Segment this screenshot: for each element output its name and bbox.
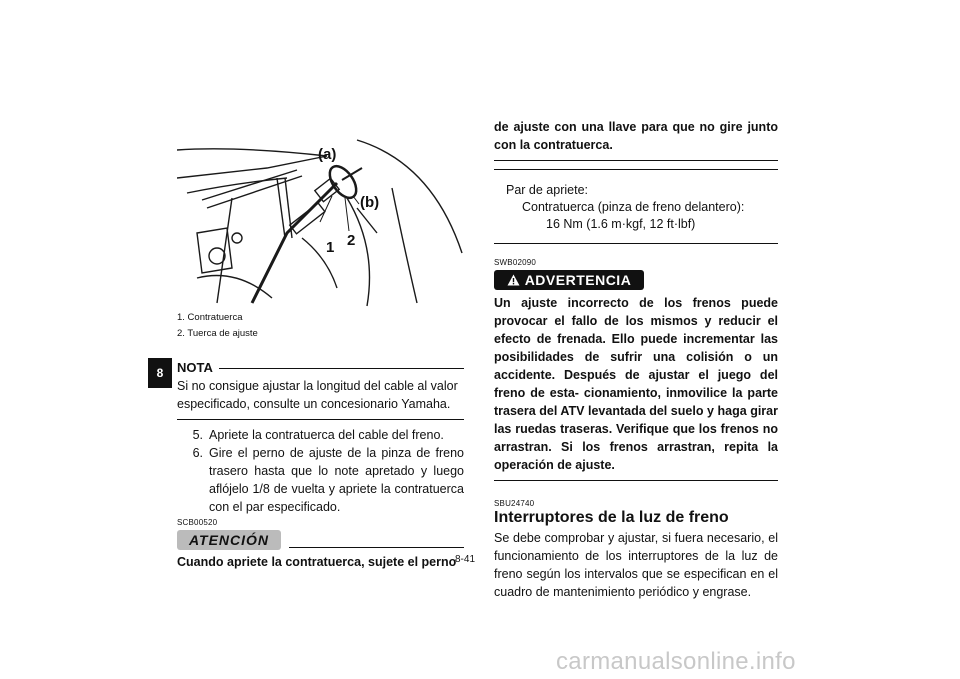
- caption-item: 2. Tuerca de ajuste: [177, 328, 258, 339]
- warning-text: Un ajuste incorrecto de los frenos puede provocar el fallo de los mismos y reducir el efecto de frenada. Ello puede incrementar las posibilidades de sufrir una colisión o un accidente. Después de ajustar el juego del freno de esta- cionamiento, inmovilice la parte trasera del ATV levantada del suelo y haga girar las ruedas traseras. Verifique que los frenos no arrastran. Si los frenos arrastran, repita la operación de ajuste.: [494, 296, 778, 472]
- torque-value: 16 Nm (1.6 m·kgf, 12 ft·lbf): [546, 217, 696, 231]
- list-item: [177, 426, 464, 444]
- figure-label-1: 1: [326, 239, 335, 256]
- nota-bottom-rule: [177, 419, 464, 420]
- section-code: SBU24740: [494, 499, 535, 508]
- nota-rule: [219, 368, 464, 369]
- atencion-header: [177, 530, 464, 550]
- atencion-badge: ATENCIÓN: [177, 530, 281, 550]
- watermark: carmanualsonline.info: [556, 648, 796, 675]
- nota-text: Si no consigue ajustar la longitud del cable al valor especificado, consulte un concesionario Yamaha.: [177, 379, 458, 411]
- step-number: 5.: [192, 428, 203, 442]
- atencion-rule: [289, 547, 464, 548]
- atencion-text-start: Cuando apriete la contratuerca, sujete el perno: [177, 555, 457, 569]
- step-list: [177, 426, 464, 516]
- nota-header: [177, 360, 464, 375]
- figure-captions: [177, 310, 258, 342]
- page-number: 8-41: [455, 554, 476, 565]
- left-column: [177, 360, 464, 571]
- warning-header: [494, 270, 778, 290]
- nota-title: NOTA: [177, 360, 213, 375]
- chapter-tab: 8: [148, 358, 172, 388]
- right-column: [494, 118, 778, 601]
- warning-bottom-rule: [494, 480, 778, 481]
- warning-code: SWB02090: [494, 258, 537, 267]
- torque-item: Contratuerca (pinza de freno delantero):: [522, 200, 745, 214]
- atencion-code: SCB00520: [177, 518, 218, 527]
- step-number: 6.: [192, 446, 203, 460]
- brake-cable-figure: [177, 138, 464, 308]
- atencion-bottom-rule: [494, 160, 778, 161]
- atencion-text-end: de ajuste con una llave para que no gire junto con la contratuerca.: [494, 120, 778, 152]
- warning-triangle-icon: [507, 274, 520, 286]
- section-title: Interruptores de la luz de freno: [494, 509, 729, 526]
- figure-label-2: 2: [347, 232, 356, 249]
- caption-item: 1. Contratuerca: [177, 312, 243, 323]
- torque-box: [494, 169, 778, 244]
- torque-title: Par de apriete:: [506, 183, 588, 197]
- section-text: Se debe comprobar y ajustar, si fuera necesario, el funcionamiento de los interruptores de la luz de freno según los intervalos que se especifican en el cuadro de mantenimiento periódico y engrase.: [494, 531, 778, 599]
- list-item: [177, 444, 464, 516]
- warning-label: ADVERTENCIA: [524, 272, 632, 288]
- brake-cable-illustration: [177, 138, 464, 308]
- warning-badge: [494, 270, 644, 290]
- figure-label-a: (a): [318, 146, 337, 163]
- figure-label-b: (b): [360, 194, 380, 211]
- step-text: Apriete la contratuerca del cable del freno.: [209, 428, 444, 442]
- step-text: Gire el perno de ajuste de la pinza de freno trasero hasta que lo note apretado y luego aflójelo 1/8 de vuelta y apriete la contratuerca con el par especificado.: [209, 446, 464, 514]
